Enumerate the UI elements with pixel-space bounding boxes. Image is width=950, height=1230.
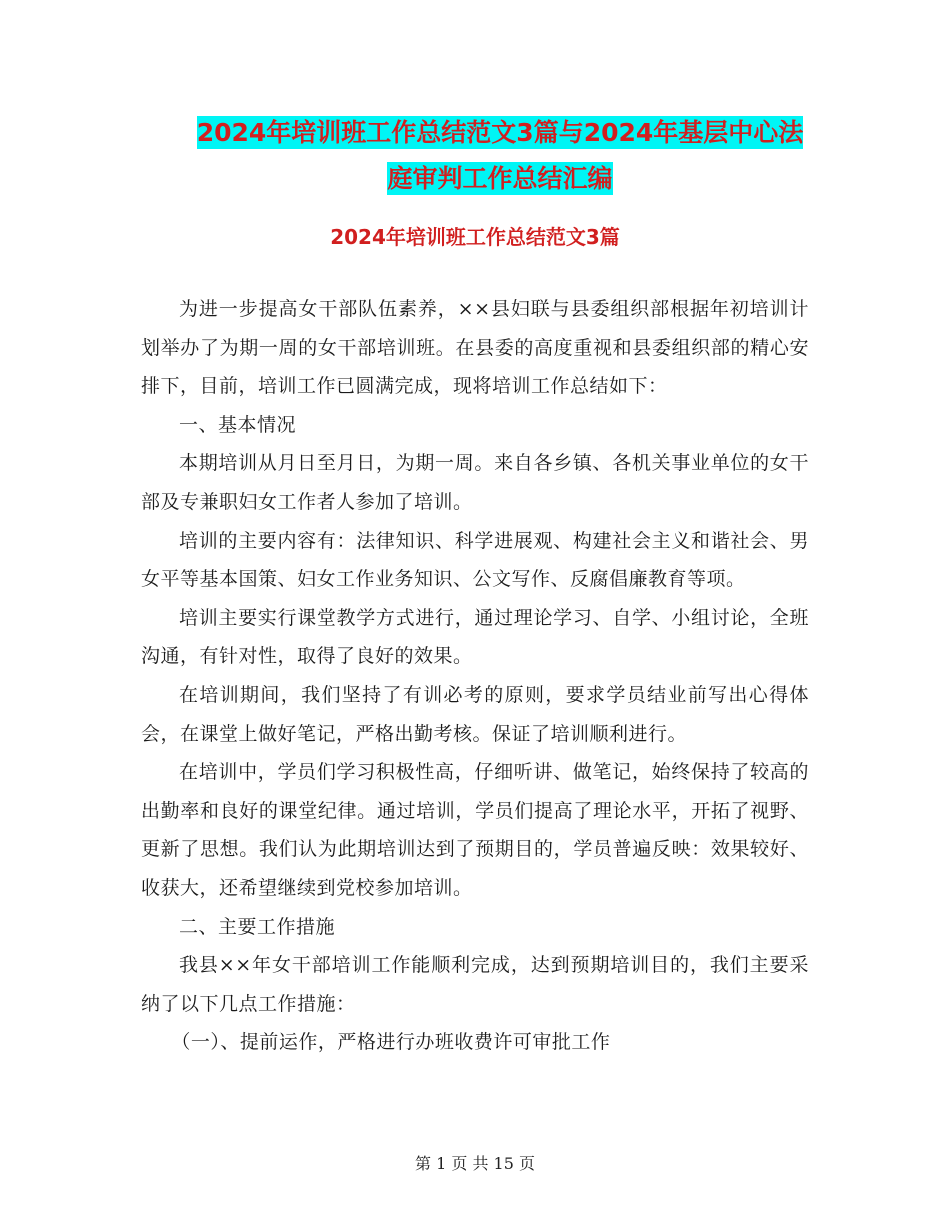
paragraph-results: 在培训中，学员们学习积极性高，仔细听讲、做笔记，始终保持了较高的出勤率和良好的课堂纪律。通过培训，学员们提高了理论水平，开拓了视野、更新了思想。我们认为此期培训达到了预期目的，学员普遍反映：效果较好、收获大，还希望继续到党校参加培训。 [141,761,809,899]
heading-basic-situation: 一、基本情况 [179,413,297,436]
paragraph-content: 培训的主要内容有：法律知识、科学进展观、构建社会主义和谐社会、男女平等基本国策、妇女工作业务知识、公文写作、反腐倡廉教育等项。 [141,529,809,591]
paragraph-intro: 为进一步提高女干部队伍素养，××县妇联与县委组织部根据年初培训计划举办了为期一周的女干部培训班。在县委的高度重视和县委组织部的精心安排下，目前，培训工作已圆满完成，现将培训工作总结如下： [141,298,809,398]
paragraph-measures-intro: 我县××年女干部培训工作能顺利完成，达到预期培训目的，我们主要采纳了以下几点工作措施： [141,954,809,1015]
document-body [141,290,809,1062]
paragraph-period: 本期培训从月日至月日，为期一周。来自各乡镇、各机关事业单位的女干部及专兼职妇女工作者人参加了培训。 [141,452,809,513]
document-title-line-2: 庭审判工作总结汇编 [387,164,613,193]
heading-measure-1: （一）、提前运作，严格进行办班收费许可审批工作 [171,1031,611,1054]
paragraph-method: 培训主要实行课堂教学方式进行，通过理论学习、自学、小组讨论，全班沟通，有针对性，取得了良好的效果。 [141,606,809,668]
document-title-line-1: 2024年培训班工作总结范文3篇与2024年基层中心法 [196,118,804,147]
section-title: 2024年培训班工作总结范文3篇 [330,225,620,249]
page-footer: 第 1 页 共 15 页 [415,1154,535,1173]
paragraph-discipline: 在培训期间，我们坚持了有训必考的原则，要求学员结业前写出心得体会，在课堂上做好笔记，严格出勤考核。保证了培训顺利进行。 [141,683,809,745]
heading-main-measures: 二、主要工作措施 [179,915,336,938]
document-title [140,110,860,202]
